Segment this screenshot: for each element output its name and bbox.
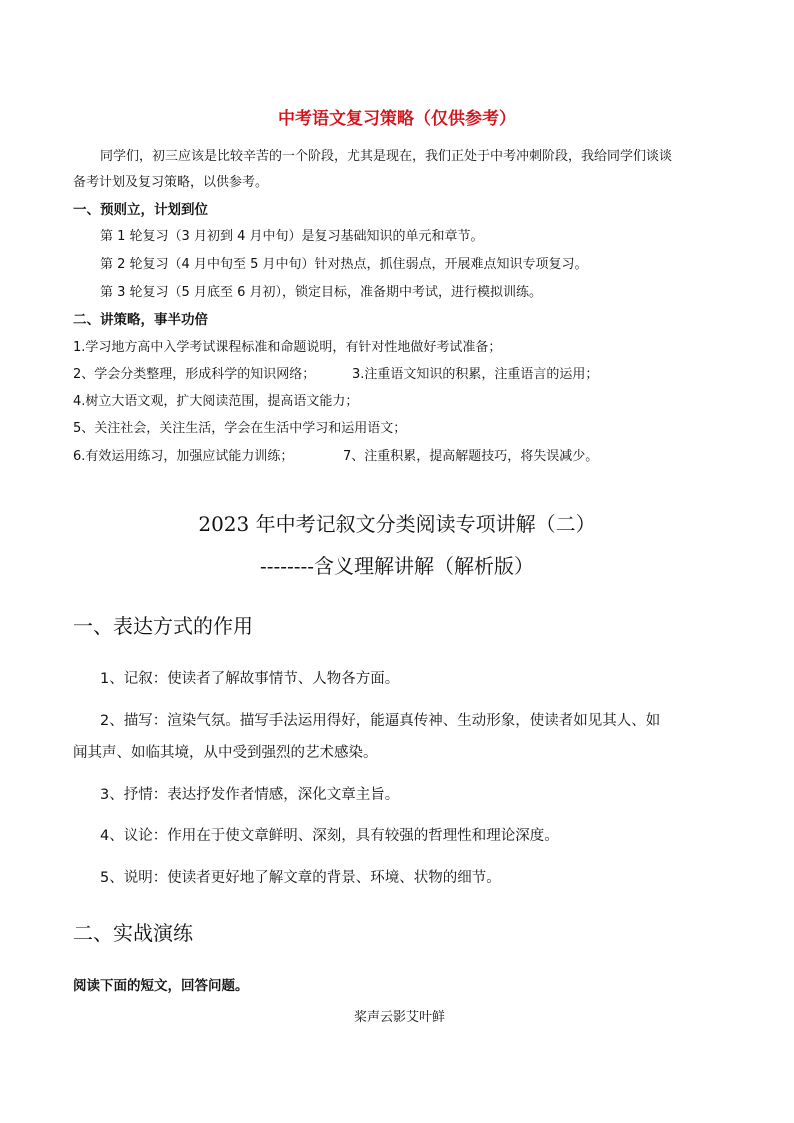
intro-line-1: 同学们，初三应该是比较辛苦的一个阶段，尤其是现在，我们正处于中考冲刺阶段，我给同学们谈谈 bbox=[100, 149, 673, 164]
reading-instruction: 阅读下面的短文，回答问题。 bbox=[73, 978, 249, 994]
tip-4: 4.树立大语文观，扩大阅读范围，提高语文能力； bbox=[73, 394, 359, 409]
strategy-title: 中考语文复习策略（仅供参考） bbox=[278, 109, 516, 129]
tip-2: 2、学会分类整理，形成科学的知识网络； bbox=[73, 367, 316, 382]
lecture-subtitle: --------含义理解讲解（解析版） bbox=[259, 554, 535, 578]
tip-5: 5、关注社会，关注生活，学会在生活中学习和运用语文； bbox=[73, 421, 407, 436]
passage-title: 桨声云影艾叶鲜 bbox=[354, 1010, 446, 1025]
expression-item-1: 1、记叙：使读者了解故事情节、人物各方面。 bbox=[100, 671, 400, 687]
tip-1: 1.学习地方高中入学考试课程标准和命题说明，有针对性地做好考试准备； bbox=[73, 340, 502, 355]
tip-3: 3.注重语文知识的积累，注重语言的运用； bbox=[352, 367, 599, 382]
lecture-section-1-heading: 一、表达方式的作用 bbox=[73, 614, 253, 638]
expression-item-4: 4、议论：作用在于使文章鲜明、深刻，具有较强的哲理性和理论深度。 bbox=[100, 828, 559, 844]
lecture-section-2-heading: 二、实战演练 bbox=[73, 921, 193, 945]
review-round-2: 第 2 轮复习（4 月中旬至 5 月中旬）针对热点，抓住弱点，开展难点知识专项复习。 bbox=[100, 257, 588, 272]
strategy-section-2-heading: 二、讲策略，事半功倍 bbox=[73, 312, 208, 328]
expression-item-3: 3、抒情：表达抒发作者情感，深化文章主旨。 bbox=[100, 787, 400, 803]
expression-item-2-line-2: 闻其声、如临其境，从中受到强烈的艺术感染。 bbox=[73, 745, 378, 761]
lecture-title: 2023 年中考记叙文分类阅读专项讲解（二） bbox=[198, 512, 596, 536]
intro-line-2: 备考计划及复习策略，以供参考。 bbox=[73, 175, 269, 190]
tip-7: 7、注重积累，提高解题技巧，将失误减少。 bbox=[343, 449, 599, 464]
review-round-3: 第 3 轮复习（5 月底至 6 月初），锁定目标，准备期中考试，进行模拟训练。 bbox=[100, 285, 542, 300]
tip-6: 6.有效运用练习，加强应试能力训练； bbox=[73, 449, 294, 464]
expression-item-5: 5、说明：使读者更好地了解文章的背景、环境、状物的细节。 bbox=[100, 870, 501, 886]
expression-item-2-line-1: 2、描写：渲染气氛。描写手法运用得好，能逼真传神、生动形象，使读者如见其人、如 bbox=[100, 713, 661, 729]
strategy-section-1-heading: 一、预则立，计划到位 bbox=[73, 202, 208, 218]
review-round-1: 第 1 轮复习（3 月初到 4 月中旬）是复习基础知识的单元和章节。 bbox=[100, 229, 484, 244]
